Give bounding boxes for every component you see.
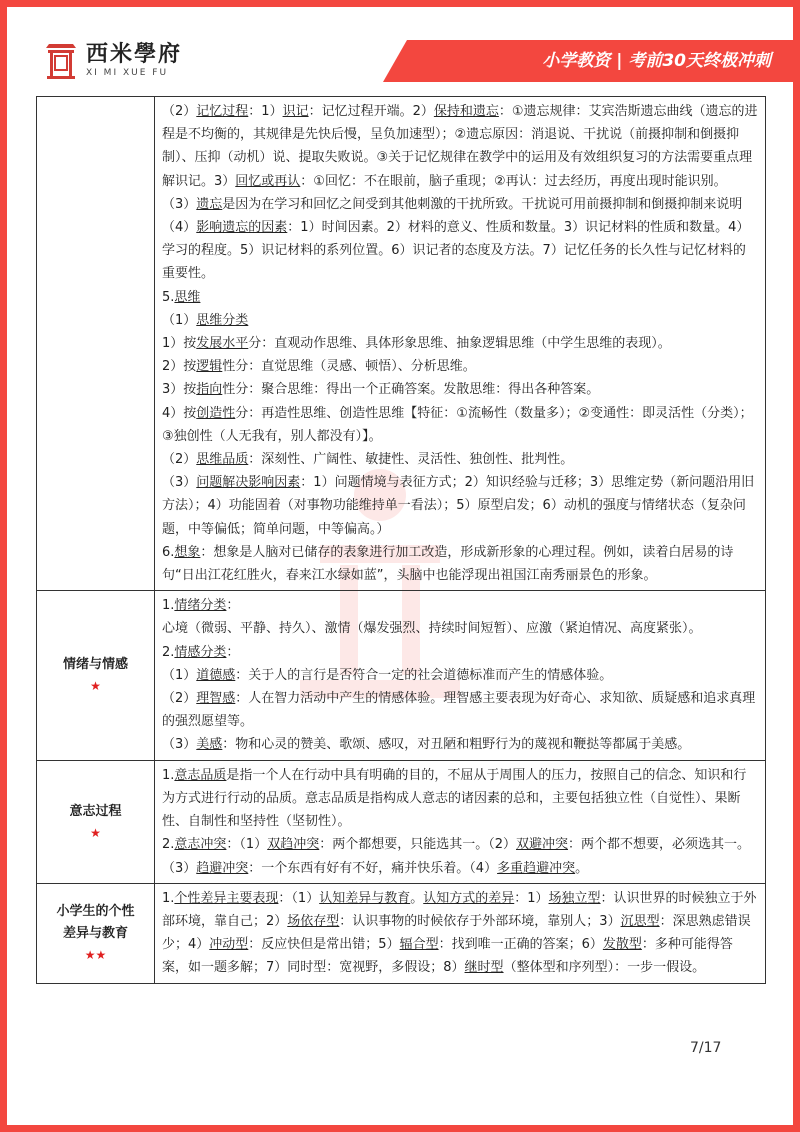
content-table	[36, 96, 766, 984]
table-row	[37, 591, 766, 760]
key-term: 意志冲突	[174, 837, 227, 853]
frame-top	[0, 0, 800, 7]
category-cell	[37, 760, 155, 883]
text-segment: 。	[410, 890, 424, 906]
text-segment: （3）	[162, 196, 197, 212]
text-segment: ：	[226, 644, 240, 660]
key-term: 理智感	[196, 691, 236, 707]
text-segment: 性分：聚合思维：得出一个正确答案。发散思维：得出各种答案。	[222, 382, 600, 398]
key-term: 指向	[196, 382, 223, 398]
text-segment: 5.	[162, 289, 175, 305]
key-term: 问题解决影响因素	[196, 475, 301, 491]
text-segment: 是指一个人在行动中具有明确的目的，不屈从于周围人的压力，按照自己的信念、知识和行为方式进行行动的品质。意志品质是指构成人意志的诸因素的总和，主要包括独立性（自觉性）、果断性、自制性和坚持性（坚韧性）。	[162, 767, 747, 830]
text-segment: ：1）	[248, 104, 283, 119]
key-term: 意志品质	[174, 767, 227, 783]
importance-stars: ★	[90, 679, 101, 694]
paragraph	[162, 355, 758, 378]
key-term: 道德感	[196, 667, 236, 683]
key-term: 情感分类	[174, 644, 227, 660]
key-term: 美感	[196, 737, 223, 753]
text-segment: 。	[575, 860, 589, 876]
paragraph	[162, 100, 758, 193]
text-segment: 2.	[162, 837, 175, 853]
text-segment: 性分：直觉思维（灵感、顿悟）、分析思维。	[222, 359, 476, 375]
paragraph	[162, 833, 758, 879]
key-term: 想象	[174, 544, 201, 560]
paragraph	[162, 378, 758, 401]
text-segment: （1）	[162, 667, 197, 683]
key-term: 思维品质	[196, 452, 249, 468]
logo-subtitle: XI MI XUE FU	[86, 68, 169, 78]
key-term: 影响遗忘的因素	[196, 220, 288, 236]
importance-stars: ★★	[84, 948, 107, 963]
paragraph	[162, 448, 758, 471]
pavilion-logo-icon	[44, 40, 78, 80]
text-segment: ：认识世界的时候独立于外部环境，靠自己；2）	[162, 890, 757, 929]
key-term: 发散型	[602, 937, 642, 953]
text-segment: （2）	[162, 104, 197, 119]
key-term: 遗忘	[196, 196, 223, 212]
text-segment: ：多种可能得答案，如一题多解；7）同时型：宽视野，多假设；8）	[162, 937, 733, 976]
content-cell	[155, 883, 766, 983]
key-term: 保持和遗忘	[433, 104, 499, 119]
paragraph	[162, 687, 758, 733]
paragraph	[162, 764, 758, 834]
key-term: 识记	[282, 104, 309, 119]
text-segment: ：①回忆：不在眼前，脑子重现；②再认：过去经历，再度出现时能识别。	[300, 173, 727, 189]
paragraph	[162, 193, 758, 286]
text-segment: ：1）问题情境与表征方式；2）知识经验与迁移；3）思维定势（新问题沿用旧方法）；4）功能固着（对事物功能维持单一看法）；5）原型启发；6）动机的强度与情绪状态（复杂问题，中等偏低；简单问题，中等偏高。）	[162, 475, 755, 537]
logo	[44, 40, 182, 80]
key-term: 逻辑	[196, 359, 223, 375]
logo-title: 西米學府	[86, 41, 183, 67]
banner-slant	[383, 40, 407, 82]
text-segment: ：1）时间因素。2）材料的意义、性质和数量。3）识记材料的性质和数量。4）学习的程度。5）识记材料的系列位置。6）识记者的态度及方法。7）记忆任务的长久性与记忆材料的重要性。	[162, 220, 750, 282]
text-segment: （整体型和序列型）：一步一假设。	[503, 960, 706, 976]
key-term: 认知方式的差异	[423, 890, 515, 906]
text-segment: ：深思熟虑错误少；4）	[162, 913, 751, 953]
category-label: 情绪与情感	[62, 657, 128, 673]
text-segment: ：①遗忘规律：艾宾浩斯遗忘曲线（遗忘的进程是不均衡的，其规律是先快后慢，呈负加速型）；②遗忘原因：消退说、干扰说（前摄抑制和倒摄抑制）、压抑（动机）说、提取失败说。③关于记忆规律在教学中的运用及有效组织复习的方法需要重点理解识记。3）	[162, 104, 758, 189]
text-segment: 2.	[162, 644, 175, 660]
text-segment: 1.	[162, 767, 175, 783]
text-segment: （3）	[162, 737, 197, 753]
text-segment: ：（1）	[278, 890, 320, 906]
text-segment: 1.	[162, 598, 175, 614]
text-segment: 是因为在学习和回忆之间受到其他刺激的干扰所致。干扰说可用前摄抑制和倒摄抑制来说明（4）	[162, 196, 743, 236]
key-term: 场依存型	[287, 913, 340, 929]
content-cell	[155, 97, 766, 591]
text-segment: ：1）	[514, 890, 549, 906]
key-term: 思维	[174, 289, 201, 305]
text-segment: （3）	[162, 475, 197, 491]
key-term: 思维分类	[196, 312, 249, 328]
key-term: 继时型	[464, 960, 504, 976]
frame-left	[0, 0, 7, 1132]
text-segment: ：	[226, 598, 240, 614]
paragraph	[162, 309, 758, 332]
text-segment: ：想象是人脑对已储存的表象进行加工改造，形成新形象的心理过程。例如，读着白居易的诗句“日出江花红胜火，春来江水绿如蓝”，头脑中也能浮现出祖国江南秀丽景色的形象。	[162, 544, 734, 584]
text-segment: （2）	[162, 452, 197, 468]
paragraph	[162, 541, 758, 587]
header-banner	[407, 40, 793, 82]
importance-stars: ★	[90, 825, 101, 840]
key-term: 多重趋避冲突	[497, 860, 576, 876]
key-term: 双趋冲突	[267, 837, 320, 853]
frame-bottom	[0, 1125, 800, 1132]
paragraph	[162, 617, 758, 640]
category-cell	[37, 97, 155, 591]
text-segment: （1）	[162, 312, 197, 328]
content-cell	[155, 591, 766, 760]
paragraph	[162, 733, 758, 756]
key-term: 情绪分类	[174, 598, 227, 614]
paragraph	[162, 471, 758, 541]
text-segment: 2）按	[162, 359, 197, 375]
paragraph	[162, 664, 758, 687]
category-label: 小学生的个性差异与教育	[56, 904, 135, 942]
page-number: 7/17	[690, 1040, 722, 1056]
table-row	[37, 97, 766, 591]
table-row	[37, 883, 766, 983]
key-term: 沉思型	[620, 913, 660, 929]
paragraph	[162, 286, 758, 309]
paragraph	[162, 641, 758, 664]
text-segment: ：关于人的言行是否符合一定的社会道德标准而产生的情感体验。	[235, 667, 613, 683]
text-segment: ：深刻性、广阔性、敏捷性、灵活性、独创性、批判性。	[248, 452, 574, 468]
text-segment: （2）	[162, 691, 197, 707]
key-term: 场独立型	[548, 890, 601, 906]
content-cell	[155, 760, 766, 883]
key-term: 辐合型	[399, 937, 439, 953]
text-segment: 6.	[162, 544, 175, 560]
category-cell	[37, 883, 155, 983]
key-term: 趋避冲突	[196, 860, 249, 876]
paragraph	[162, 887, 758, 980]
table-row	[37, 760, 766, 883]
text-segment: 3）按	[162, 382, 197, 398]
text-segment: ：两个都想要，只能选其一。（2）	[319, 837, 516, 853]
text-segment: ：反应快但是常出错；5）	[248, 937, 400, 953]
key-term: 发展水平	[196, 336, 249, 352]
key-term: 认知差异与教育	[319, 890, 411, 906]
key-term: 个性差异主要表现	[174, 890, 279, 906]
text-segment: ：（1）	[226, 837, 268, 853]
text-segment: 4）按	[162, 405, 197, 421]
category-cell	[37, 591, 155, 760]
text-segment: ：人在智力活动中产生的情感体验。理智感主要表现为好奇心、求知欲、质疑感和追求真理的强烈愿望等。	[162, 691, 756, 730]
category-label: 意志过程	[69, 803, 122, 819]
key-term: 记忆过程	[196, 104, 249, 119]
paragraph	[162, 402, 758, 448]
text-segment: ：物和心灵的赞美、歌颂、感叹，对丑陋和粗野行为的蔑视和鞭挞等都属于美感。	[222, 737, 691, 753]
text-segment: 心境（微弱、平静、持久）、激情（爆发强烈、持续时间短暂）、应激（紧迫情况、高度紧张）。	[162, 621, 702, 637]
text-segment: ：找到唯一正确的答案；6）	[438, 937, 603, 953]
text-segment: 分：直观动作思维、具体形象思维、抽象逻辑思维（中学生思维的表现）。	[248, 336, 671, 352]
text-segment: ：记忆过程开端。2）	[308, 104, 434, 119]
paragraph	[162, 594, 758, 617]
paragraph	[162, 332, 758, 355]
text-segment: ：一个东西有好有不好，痛并快乐着。（4）	[248, 860, 498, 876]
key-term: 双避冲突	[516, 837, 569, 853]
key-term: 冲动型	[209, 937, 249, 953]
text-segment: 1）按	[162, 336, 197, 352]
key-term: 创造性	[196, 405, 236, 421]
banner-text: 小学教资 | 考前30天终极冲刺	[542, 51, 771, 71]
text-segment: ：认识事物的时候依存于外部环境，靠别人；3）	[339, 913, 621, 929]
text-segment: ：两个都不想要，必须选其一。（3）	[162, 837, 751, 876]
key-term: 回忆或再认	[235, 173, 301, 189]
frame-right	[793, 0, 800, 1132]
text-segment: 分：再造性思维、创造性思维【特征：①流畅性（数量多）；②变通性：即灵活性（分类）；③独创性（人无我有，别人都没有）】。	[162, 405, 753, 444]
text-segment: 1.	[162, 890, 175, 906]
